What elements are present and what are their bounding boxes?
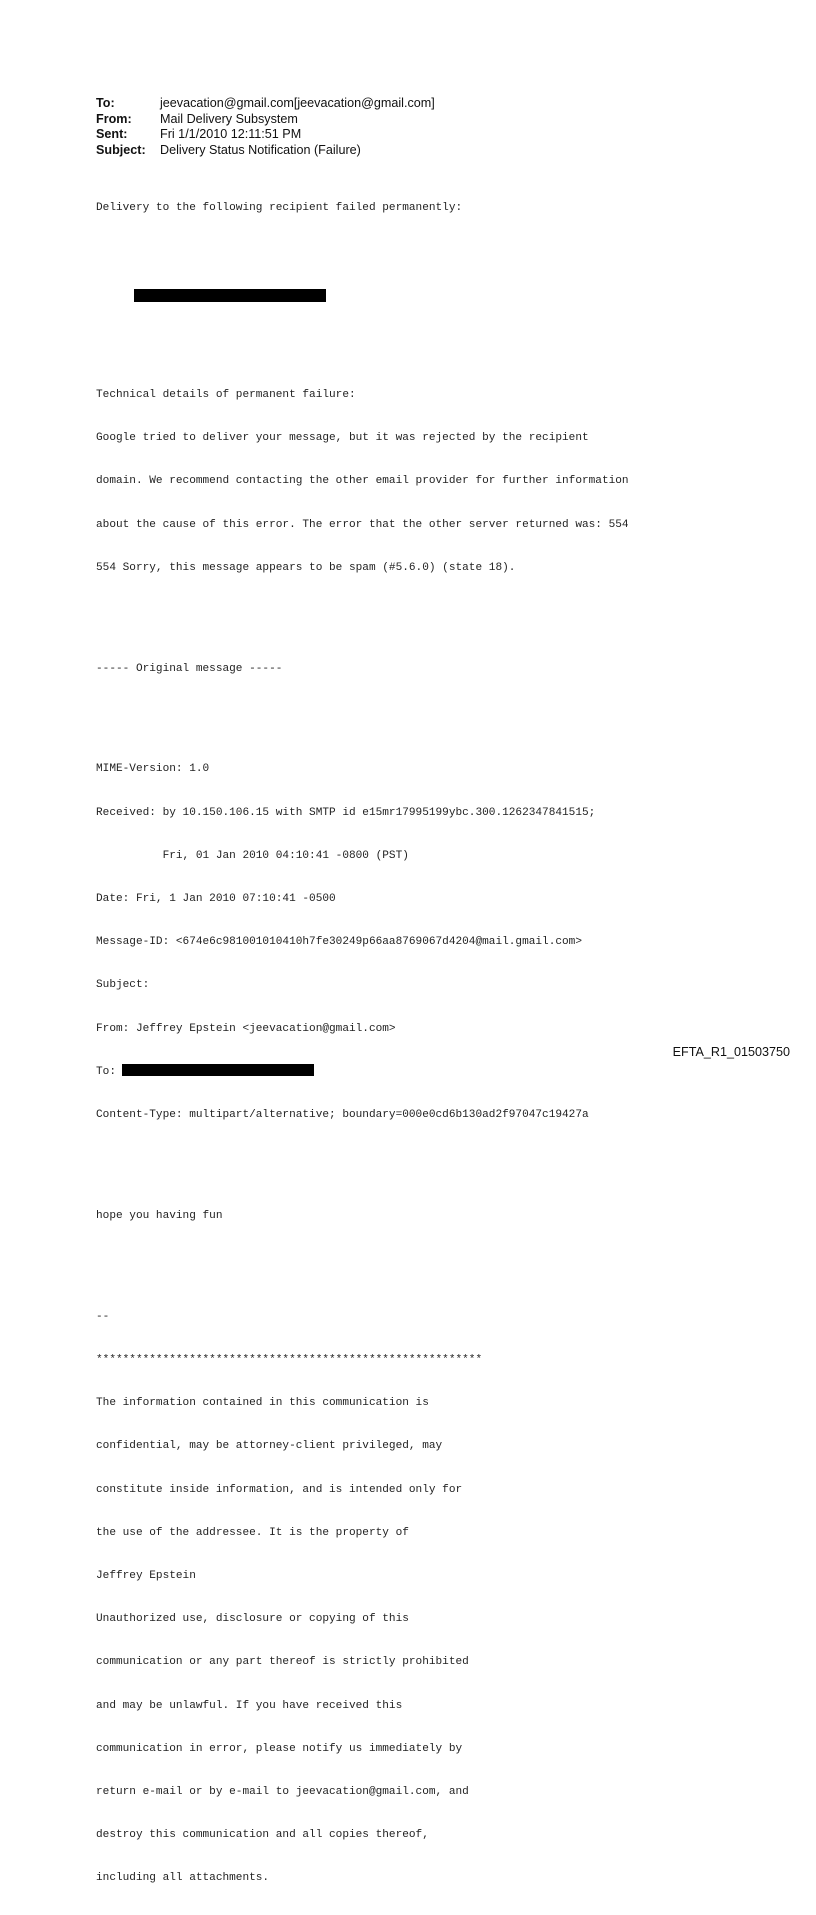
to-label: To: xyxy=(96,96,115,110)
from-value: Mail Delivery Subsystem xyxy=(160,111,298,126)
disclaimer-line: and may be unlawful. If you have received this xyxy=(96,1699,403,1712)
disclaimer-line: communication in error, please notify us immediately by xyxy=(96,1742,463,1755)
technical-line: 554 Sorry, this message appears to be spam (#5.6.0) (state 18). xyxy=(96,561,516,574)
original-header-line: Message-ID: <674e6c981001010410h7fe30249p66aa8769067d4204@mail.gmail.com> xyxy=(96,936,582,949)
original-header-line: Date: Fri, 1 Jan 2010 07:10:41 -0500 xyxy=(96,893,336,906)
original-header-line: From: Jeffrey Epstein <jeevacation@gmail.com> xyxy=(96,1022,396,1035)
original-header-line: Subject: xyxy=(96,979,150,992)
technical-line: about the cause of this error. The error that the other server returned was: 554 xyxy=(96,518,629,531)
subject-value: Delivery Status Notification (Failure) xyxy=(160,142,361,157)
to-value: jeevacation@gmail.com[jeevacation@gmail.com] xyxy=(160,96,435,110)
original-to-label: To: xyxy=(96,1065,116,1078)
message-text: hope you having fun xyxy=(96,1209,223,1222)
to-row xyxy=(96,96,435,112)
redacted-recipient-line xyxy=(96,287,629,301)
disclaimer-line: including all attachments. xyxy=(96,1872,270,1885)
email-header xyxy=(96,96,435,158)
sent-value: Fri 1/1/2010 12:11:51 PM xyxy=(160,127,302,141)
document-id: EFTA_R1_01503750 xyxy=(672,1045,790,1059)
subject-label: Subject: xyxy=(96,142,146,157)
original-header-line: MIME-Version: 1.0 xyxy=(96,763,210,776)
asterisk-divider: ********************************************************** xyxy=(96,1353,483,1366)
disclaimer-line: communication or any part thereof is strictly prohibited xyxy=(96,1656,469,1669)
original-header-line: Received: by 10.150.106.15 with SMTP id e15mr17995199ybc.300.1262347841515; xyxy=(96,806,596,819)
sent-row xyxy=(96,127,435,143)
redaction-bar xyxy=(134,289,326,302)
subject-row xyxy=(96,143,435,159)
signature-dash: -- xyxy=(96,1310,110,1323)
disclaimer-line: Jeffrey Epstein xyxy=(96,1569,196,1582)
disclaimer-line: return e-mail or by e-mail to jeevacation@gmail.com, and xyxy=(96,1785,469,1798)
disclaimer-line: destroy this communication and all copies thereof, xyxy=(96,1829,429,1842)
from-row xyxy=(96,112,435,128)
disclaimer-line: The information contained in this communication is xyxy=(96,1397,429,1410)
technical-line: domain. We recommend contacting the other email provider for further information xyxy=(96,475,629,488)
original-header-line: Fri, 01 Jan 2010 04:10:41 -0800 (PST) xyxy=(96,849,409,862)
disclaimer-line: Unauthorized use, disclosure or copying of this xyxy=(96,1613,409,1626)
technical-line: Google tried to deliver your message, but it was rejected by the recipient xyxy=(96,432,589,445)
redaction-bar xyxy=(122,1064,314,1076)
technical-line: Technical details of permanent failure: xyxy=(96,389,356,402)
disclaimer-line: the use of the addressee. It is the property of xyxy=(96,1526,409,1539)
email-body xyxy=(96,172,629,1915)
disclaimer-line: constitute inside information, and is intended only for xyxy=(96,1483,463,1496)
from-label: From: xyxy=(96,111,132,126)
sent-label: Sent: xyxy=(96,127,128,141)
original-message-divider: ----- Original message ----- xyxy=(96,662,283,675)
original-to-line xyxy=(96,1065,629,1079)
delivery-failure-line: Delivery to the following recipient failed permanently: xyxy=(96,201,463,214)
disclaimer-line: confidential, may be attorney-client privileged, may xyxy=(96,1440,443,1453)
content-type-line: Content-Type: multipart/alternative; boundary=000e0cd6b130ad2f97047c19427a xyxy=(96,1109,589,1122)
